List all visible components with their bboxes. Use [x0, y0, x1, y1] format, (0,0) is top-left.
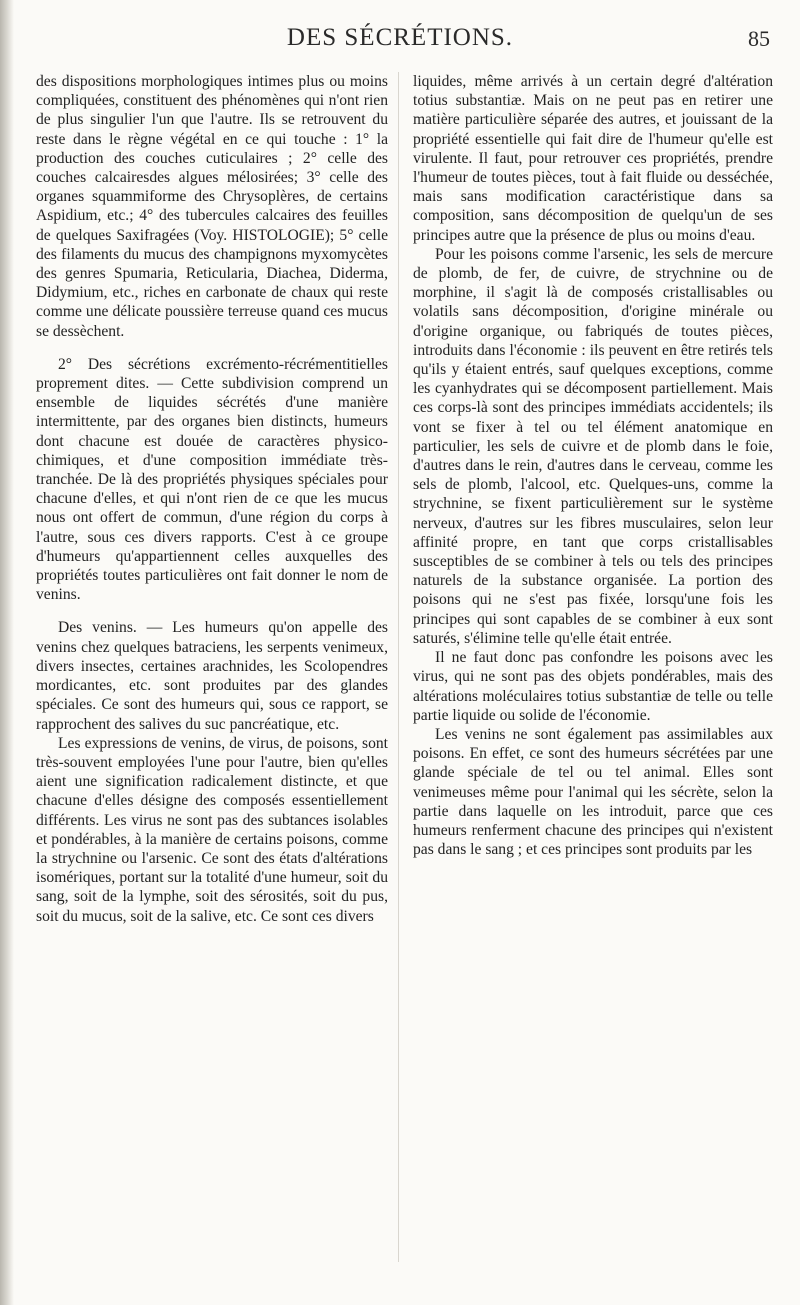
scan-binding-edge [0, 0, 14, 1305]
left-paragraph-3: Des venins. — Les humeurs qu'on appelle des venins chez quelques batraciens, les serpents venimeux, divers insectes, certaines arachnides, les Scolopendres mordicantes, etc. sont produites par des glandes spéciales. Ce sont des humeurs qui, sous ce rapport, se rapprochent des salives du suc pancréatique, etc. [36, 619, 388, 733]
left-paragraph-4: Les expressions de venins, de virus, de poisons, sont très-souvent employées l'une pour l'autre, bien qu'elles aient une signification radicalement distincte, et que chacune d'elles désigne des composés essentiellement différents. Les virus ne sont pas des subtances isolables et pondérables, à la manière de certains poisons, comme la strychnine ou l'arsenic. Ce sont des états d'altérations isomériques, portant sur la totalité d'une humeur, soit du sang, soit de la lymphe, soit des sérosités, soit du pus, soit du mucus, soit de la salive, etc. Ce sont ces divers [36, 734, 388, 925]
running-title: DES SÉCRÉTIONS. [286, 24, 514, 51]
left-column [36, 72, 388, 926]
right-paragraph-2: Pour les poisons comme l'arsenic, les sels de mercure de plomb, de fer, de cuivre, de strychnine ou de morphine, il s'agit là de composés cristallisables ou volatils sans décomposition, d'origine minérale ou d'origine organique, ou fabriqués de toutes pièces, introduits dans l'économie : ils peuvent en être retirés tels qu'ils y étaient entrés, sauf quelques exceptions, comme les cyanhydrates qui se décomposent partiellement. Mais ces corps-là sont des principes immédiats accidentels; ils vont se fixer à tel ou tel élément anatomique en particulier, les sels de cuivre et de plomb dans le foie, d'autres dans le rein, d'autres dans le cerveau, comme les sels de plomb, l'alcool, etc. Quelques-uns, comme la strychnine, se fixent particulièrement sur le système nerveux, d'autres sur les fibres musculaires, selon leur affinité propre, en tant que corps cristallisables susceptibles de se combiner à tels ou tels des principes naturels de la substance organisée. La portion des poisons qui ne s'est pas fixée, lorsqu'une fois les principes qui sont capables de se combiner à eux sont saturés, s'élimine telle qu'elle était entrée. [413, 245, 773, 647]
right-paragraph-4: Les venins ne sont également pas assimilables aux poisons. En effet, ce sont des humeurs sécrétées par une glande spéciale de tel ou tel animal. Elles sont venimeuses même pour l'animal qui les sécrète, selon la partie dans laquelle on les introduit, parce que ces humeurs renferment chacune des principes qui n'existent pas dans le sang ; et ces principes sont produits par les [413, 725, 773, 859]
page-header [0, 24, 800, 64]
right-column [413, 72, 773, 859]
right-paragraph-1: liquides, même arrivés à un certain degré d'altération totius substantiæ. Mais on ne peut pas en retirer une matière particulière séparée des autres, et jouissant de la propriété essentielle qui fait dire de l'humeur qu'elle est virulente. Il faut, pour retrouver ces propriétés, prendre l'humeur de toutes pièces, tout à fait fluide ou desséchée, mais sans modification caractéristique dans sa composition, sans décomposition de quelqu'un de ses principes autre que la présence de plus ou moins d'eau. [413, 73, 773, 244]
left-paragraph-2: 2° Des sécrétions excrémento-récrémentitielles proprement dites. — Cette subdivision comprend un ensemble de liquides sécrétés d'une manière intermittente, par des organes bien distincts, humeurs dont chacune est douée de caractères physico-chimiques, et d'une composition immédiate très-tranchée. De là des propriétés physiques spéciales pour chacune d'elles, et qui n'ont rien de ce que les mucus nous ont offert de commun, d'une région du corps à l'autre, sous ces divers rapports. C'est à ce groupe d'humeurs qu'appartiennent celles auxquelles des propriétés toutes particulières ont fait donner le nom de venins. [36, 355, 388, 604]
left-paragraph-1: des dispositions morphologiques intimes plus ou moins compliquées, constituent des phénomènes qui n'ont rien de plus singulier l'un que l'autre. Ils se retrouvent du reste dans le règne végétal en ce qui touche : 1° la production des couches cuticulaires ; 2° celle des couches calcairesdes algues mélosirées; 3° celle des organes squammiforme des Chrysoplères, de certains Aspidium, etc.; 4° des tubercules calcaires des feuilles de quelques Saxifragées (Voy. HISTOLOGIE); 5° celle des filaments du mucus des champignons myxomycètes des genres Spumaria, Reticularia, Diachea, Diderma, Didymium, etc., riches en carbonate de chaux qui reste comme une délicate poussière terreuse quand ces mucus se dessèchent. [36, 73, 388, 340]
right-paragraph-3: Il ne faut donc pas confondre les poisons avec les virus, qui ne sont pas des objets pondérables, mais des altérations moléculaires totius substantiæ de telle ou telle partie liquide ou solide de l'économie. [413, 649, 773, 724]
page-number: 85 [748, 26, 770, 51]
column-divider [398, 72, 399, 1262]
